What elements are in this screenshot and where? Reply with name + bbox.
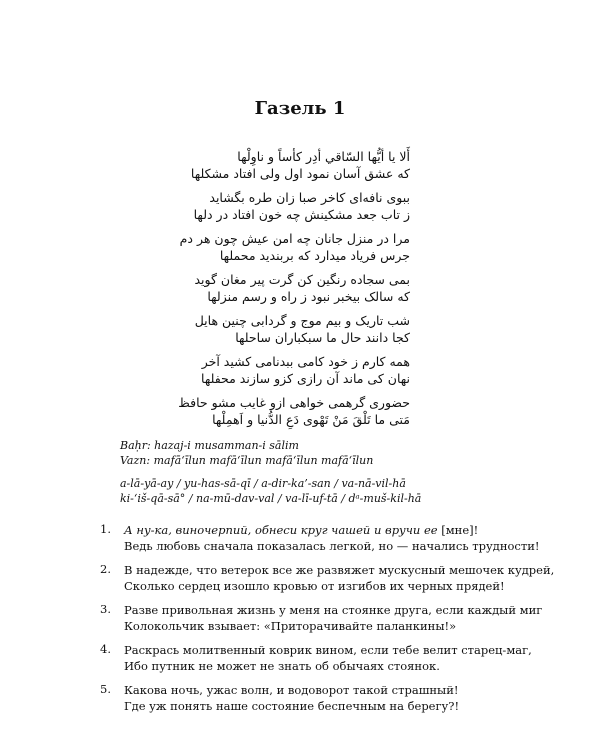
item-number: 4.	[100, 642, 111, 656]
translation-line: Колокольчик взывает: «Приторачивайте паланкины!»	[124, 619, 457, 633]
item-number: 1.	[100, 522, 111, 536]
verse-line: ز تاب جعد مشکینش چه خون افتاد در دلها	[193, 207, 410, 222]
verse-line: مرا در منزل جانان چه امن عیش چون هر دم	[179, 231, 410, 246]
couplet	[120, 271, 410, 305]
list-item	[100, 602, 543, 634]
couplet	[120, 230, 410, 264]
item-number: 2.	[100, 562, 111, 576]
translation-line: Сколько сердец изошло кровью от изгибов их черных прядей!	[124, 579, 505, 593]
verse-line: كه عشق آسان نمود اول ولی افتاد مشکلها	[190, 166, 410, 181]
item-number: 5.	[100, 682, 111, 696]
couplet	[120, 353, 410, 387]
verse-line: همه کارم ز خود کامی ببدنامی کشید آخر	[201, 354, 410, 369]
translation-line: Разве привольная жизнь у меня на стоянке друга, если каждый миг	[124, 603, 543, 617]
couplet	[120, 189, 410, 223]
translation-line: Какова ночь, ужас волн, и водоворот такой страшный!	[124, 683, 459, 697]
page-title: Газель 1	[254, 98, 346, 119]
meter-block	[120, 438, 540, 506]
translation-line: А ну-ка, виночерпий, обнеси круг чашей и вручи ее [мне]!	[124, 523, 479, 537]
scansion-line: ki-‘iš-qā-sā° / na-mū-dav-val / va-lī-uf-tā / dᵃ-muš-kil-hā	[120, 492, 422, 505]
verse-line: حضوری گرهمی خواهی ازو غایب مشو حافظ	[178, 395, 410, 410]
verse-line: بمی سجاده رنگین کن گرت پیر مغان گوید	[194, 272, 410, 287]
translation-line: Ведь любовь сначала показалась легкой, но — начались трудности!	[124, 539, 540, 553]
verse-line: جرس فریاد میدارد که بربندید محملها	[219, 248, 410, 263]
verse-line: شب تاریک و بیم موج و گردابی چنین هایل	[194, 313, 410, 328]
list-item	[100, 642, 532, 674]
translation-list	[100, 522, 555, 722]
verse-line: کجا دانند حال ما سبکباران ساحلها	[235, 330, 410, 345]
verse-line: أَلا يا أيُّها السّاقي أدِر كأساً و ناوِلْها	[237, 149, 410, 164]
verse-line: مَتی ما تَلْقَ مَنْ تَهْوی دَعِ الدُّنیا و اَهمِلْها	[212, 412, 410, 427]
list-item	[100, 562, 555, 594]
couplet	[120, 394, 410, 428]
translation-line: Где уж понять наше состояние беспечным на берегу?!	[124, 699, 460, 713]
scansion-line: a-lā-yā-ay / yu-has-sā-qī / a-dir-ka’-san / va-nā-vil-hā	[120, 477, 406, 490]
couplet	[120, 312, 410, 346]
persian-poem	[120, 148, 410, 435]
list-item	[100, 682, 520, 714]
couplet	[120, 148, 410, 182]
translation-line: Раскрась молитвенный коврик вином, если тебе велит старец-маг,	[124, 643, 532, 657]
translation-line: В надежде, что ветерок все же развяжет мускусный мешочек кудрей,	[124, 563, 555, 577]
bahr-line: Baḥr: hazaj-i musamman-i sālim	[120, 439, 299, 452]
verse-line: که سالک بیخبر نبود ز راه و رسم منزلها	[207, 289, 410, 304]
list-item	[100, 522, 540, 554]
verse-line: نهان کی ماند آن رازی کزو سازند محفلها	[201, 371, 410, 386]
item-number: 3.	[100, 602, 111, 616]
vazn-line: Vazn: mafā‘īlun mafā‘īlun mafā‘īlun mafā‘īlun	[120, 454, 374, 467]
verse-line: ببوی نافه‌ای کاخر صبا زان طره بگشاید	[209, 190, 410, 205]
translation-line: Ибо путник не может не знать об обычаях стоянок.	[124, 659, 440, 673]
